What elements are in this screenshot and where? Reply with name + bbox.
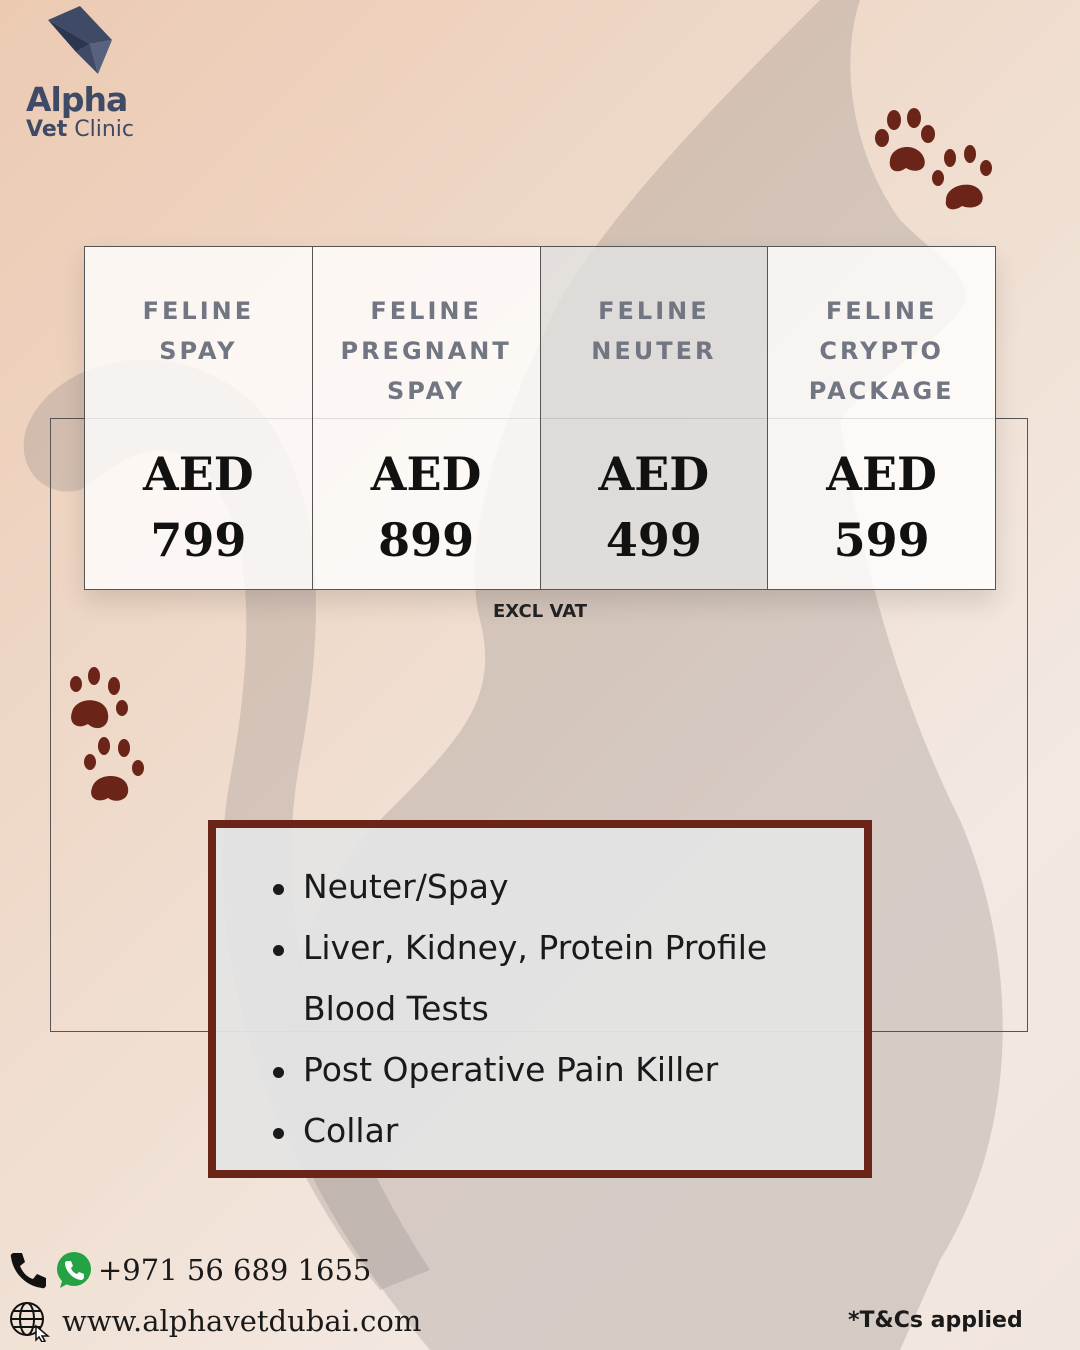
website-contact[interactable]	[8, 1300, 421, 1342]
card-amount: 899	[378, 513, 475, 567]
phone-number[interactable]: +971 56 689 1655	[98, 1253, 372, 1287]
globe-icon	[8, 1300, 50, 1342]
card-amount: 799	[150, 513, 247, 567]
card-currency: AED	[143, 447, 254, 501]
card-currency: AED	[598, 447, 710, 501]
list-item: Neuter/Spay	[260, 856, 840, 917]
terms-note: *T&Cs applied	[848, 1308, 1023, 1333]
phone-icon	[8, 1250, 48, 1290]
card-title: FELINE NEUTER	[591, 297, 717, 365]
bullet-icon	[273, 1128, 284, 1139]
card-currency: AED	[370, 447, 482, 501]
price-card-feline-pregnant-spay	[313, 247, 541, 589]
price-table	[84, 246, 996, 590]
features-list	[260, 856, 840, 1161]
paw-print-icon	[930, 144, 994, 212]
card-title: FELINE CRYPTO PACKAGE	[808, 297, 955, 405]
card-title: FELINE PREGNANT SPAY	[340, 297, 512, 405]
brand-logo	[26, 4, 146, 144]
bullet-icon	[273, 884, 284, 895]
card-amount: 499	[605, 513, 702, 567]
price-card-feline-spay	[85, 247, 313, 589]
list-item: Liver, Kidney, Protein Profile Blood Tests	[260, 917, 840, 1039]
brand-subtitle: Vet Clinic	[26, 117, 135, 142]
price-card-feline-crypto-package	[768, 247, 995, 589]
phone-contact[interactable]	[8, 1250, 371, 1290]
website-link[interactable]: www.alphavetdubai.com	[62, 1304, 422, 1338]
list-item: Collar	[260, 1100, 840, 1161]
card-title: FELINE SPAY	[142, 297, 255, 365]
bullet-icon	[273, 1067, 284, 1078]
brand-name: Alpha	[26, 80, 128, 119]
vat-note: EXCL VAT	[493, 601, 587, 622]
price-card-feline-neuter	[541, 247, 769, 589]
whatsapp-icon	[54, 1250, 94, 1290]
bullet-icon	[273, 945, 284, 956]
list-item: Post Operative Pain Killer	[260, 1039, 840, 1100]
package-features-box	[208, 820, 872, 1178]
card-amount: 599	[833, 513, 930, 567]
card-currency: AED	[826, 447, 937, 501]
bird-logo-icon	[46, 4, 116, 76]
paw-print-icon	[872, 108, 938, 176]
